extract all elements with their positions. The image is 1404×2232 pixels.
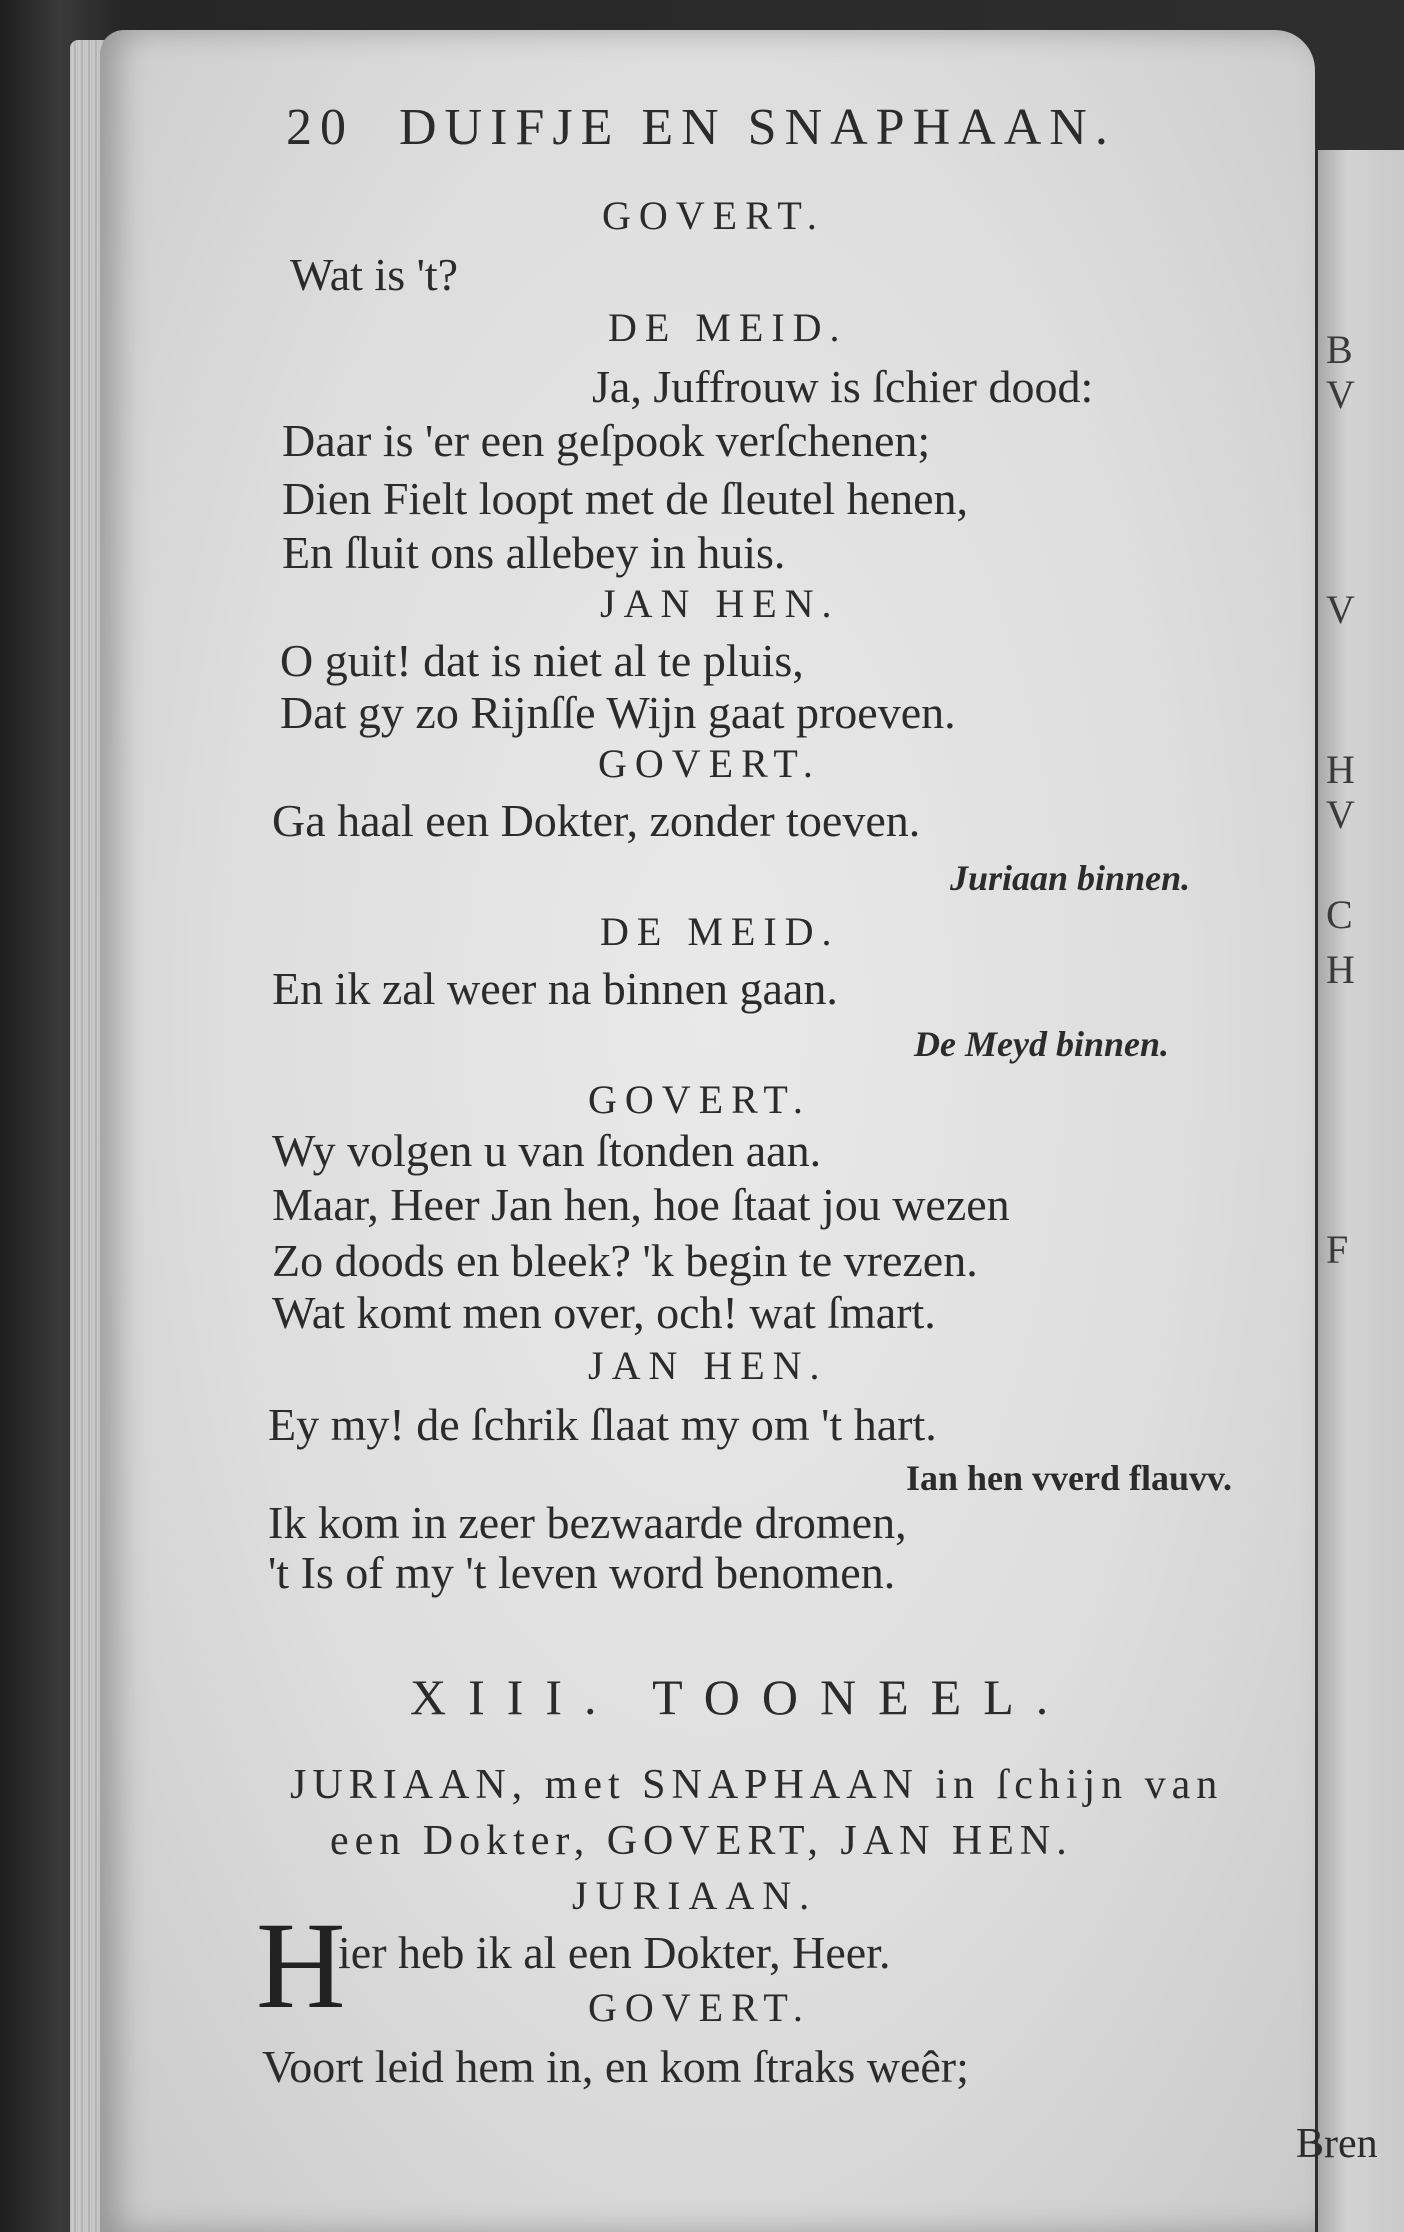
scene-title: XIII. TOONEEL.	[410, 1669, 1071, 1725]
facing-page-edge	[1318, 150, 1404, 2232]
verse-line: Zo doods en bleek? 'k begin te vrezen.	[272, 1235, 978, 1286]
facing-fragment: V	[1326, 372, 1355, 417]
running-head	[286, 99, 1116, 156]
facing-fragment: F	[1326, 1227, 1349, 1272]
verse-line: Maar, Heer Jan hen, hoe ſtaat jou wezen	[272, 1179, 1010, 1230]
verse-line: Dien Fielt loopt met de ſleutel henen,	[282, 473, 969, 524]
verse-line: En ik zal weer na binnen gaan.	[272, 963, 838, 1014]
speaker-label: GOVERT.	[588, 1985, 811, 2030]
verse-line: 't Is of my 't leven word benomen.	[268, 1547, 896, 1598]
verse-line: Wy volgen u van ſtonden aan.	[272, 1125, 822, 1176]
verse-line: O guit! dat is niet al te pluis,	[280, 635, 804, 686]
speaker-label: DE MEID.	[608, 305, 848, 350]
facing-fragment: V	[1326, 587, 1355, 632]
speaker-label: GOVERT.	[602, 193, 825, 238]
verse-line: Ik kom in zeer bezwaarde dromen,	[268, 1497, 907, 1548]
drop-cap: H	[256, 1897, 346, 2034]
scene-cast-line: JURIAAN, met SNAPHAAN in ſchijn van	[290, 1762, 1224, 1808]
verse-line: Ga haal een Dokter, zonder toeven.	[272, 795, 921, 846]
facing-fragment: C	[1326, 892, 1353, 937]
speaker-label: GOVERT.	[598, 741, 821, 786]
verse-line: En ſluit ons allebey in huis.	[282, 527, 786, 578]
facing-fragment: H	[1326, 947, 1355, 992]
running-title: DUIFJE EN SNAPHAAN.	[399, 99, 1116, 156]
stage-direction: Juriaan binnen.	[950, 858, 1191, 898]
verse-line: Dat gy zo Rijnſſe Wijn gaat proeven.	[280, 687, 956, 738]
verse-line: Wat is 't?	[290, 249, 459, 300]
verse-line: ier heb ik al een Dokter, Heer.	[338, 1927, 891, 1978]
verse-line: Wat komt men over, och! wat ſmart.	[272, 1287, 936, 1338]
speaker-label: DE MEID.	[600, 909, 840, 954]
facing-fragment: H	[1326, 747, 1355, 792]
speaker-label: JAN HEN.	[588, 1343, 828, 1388]
verse-line: Ja, Juffrouw is ſchier dood:	[592, 361, 1094, 412]
facing-fragment: V	[1326, 792, 1355, 837]
stage-direction: Ian hen vverd flauvv.	[906, 1458, 1233, 1498]
speaker-label: JAN HEN.	[600, 581, 840, 626]
facing-fragment: B	[1326, 327, 1353, 372]
scene-cast-line: een Dokter, GOVERT, JAN HEN.	[330, 1818, 1073, 1864]
verse-line: Ey my! de ſchrik ſlaat my om 't hart.	[268, 1399, 937, 1450]
catchword: Bren	[1296, 2121, 1378, 2167]
stage-direction: De Meyd binnen.	[914, 1024, 1169, 1064]
page-number: 20	[286, 99, 354, 156]
verse-line: Daar is 'er een geſpook verſchenen;	[282, 415, 931, 466]
verse-line: Voort leid hem in, en kom ſtraks weêr;	[262, 2041, 969, 2092]
speaker-label: JURIAAN.	[572, 1873, 818, 1918]
speaker-label: GOVERT.	[588, 1077, 811, 1122]
